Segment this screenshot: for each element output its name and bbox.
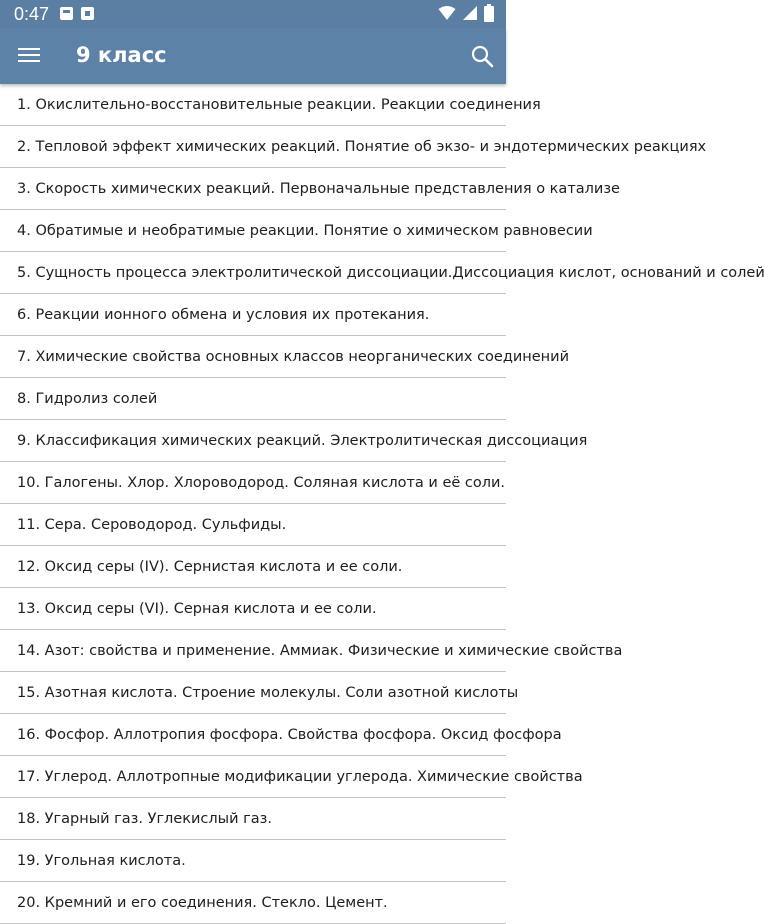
list-item[interactable]: 4. Обратимые и необратимые реакции. Понятие о химическом равновесии (0, 210, 506, 252)
list-item[interactable]: 20. Кремний и его соединения. Стекло. Цемент. (0, 882, 506, 924)
list-item[interactable]: 12. Оксид серы (IV). Сернистая кислота и ее соли. (0, 546, 506, 588)
list-item[interactable]: 17. Углерод. Аллотропные модификации углерода. Химические свойства (0, 756, 506, 798)
list-item[interactable]: 19. Угольная кислота. (0, 840, 506, 882)
search-icon[interactable] (470, 44, 494, 68)
list-item[interactable]: 16. Фосфор. Аллотропия фосфора. Свойства фосфора. Оксид фосфора (0, 714, 506, 756)
menu-icon[interactable] (18, 45, 40, 65)
download-icon (81, 7, 94, 20)
topic-list (0, 84, 765, 924)
list-item[interactable]: 5. Сущность процесса электролитической диссоциации.Диссоциация кислот, оснований и солей (0, 252, 506, 294)
list-item[interactable]: 2. Тепловой эффект химических реакций. Понятие об экзо- и эндотермических реакциях (0, 126, 506, 168)
app-bar (0, 28, 506, 84)
status-time: 0:47 (14, 4, 50, 24)
list-item[interactable]: 9. Классификация химических реакций. Электролитическая диссоциация (0, 420, 506, 462)
list-item[interactable]: 14. Азот: свойства и применение. Аммиак. Физические и химические свойства (0, 630, 506, 672)
list-item[interactable]: 7. Химические свойства основных классов неорганических соединений (0, 336, 506, 378)
wifi-icon (438, 5, 456, 21)
list-item[interactable]: 10. Галогены. Хлор. Хлороводород. Соляная кислота и её соли. (0, 462, 506, 504)
list-item[interactable]: 8. Гидролиз солей (0, 378, 506, 420)
list-item[interactable]: 3. Скорость химических реакций. Первоначальные представления о катализе (0, 168, 506, 210)
list-item[interactable]: 15. Азотная кислота. Строение молекулы. Соли азотной кислоты (0, 672, 506, 714)
notification-icons (60, 7, 94, 20)
list-item[interactable]: 18. Угарный газ. Углекислый газ. (0, 798, 506, 840)
list-item[interactable]: 13. Оксид серы (VI). Серная кислота и ее соли. (0, 588, 506, 630)
list-item[interactable]: 6. Реакции ионного обмена и условия их протекания. (0, 294, 506, 336)
battery-icon (484, 4, 494, 22)
gallery-icon (60, 7, 73, 20)
list-item[interactable]: 11. Сера. Сероводород. Сульфиды. (0, 504, 506, 546)
list-item[interactable]: 1. Окислительно-восстановительные реакции. Реакции соединения (0, 84, 506, 126)
status-bar (0, 0, 506, 28)
page-title: 9 класс (76, 43, 167, 67)
system-icons (438, 4, 494, 22)
signal-icon (462, 5, 478, 21)
